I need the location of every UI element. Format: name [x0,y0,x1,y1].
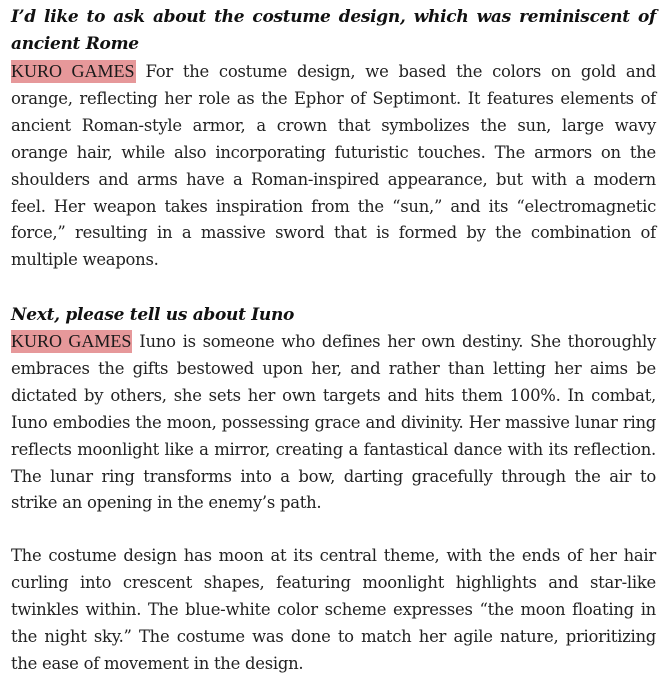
answer-paragraph [11,328,656,517]
question-heading: I’d like to ask about the costume design, which was reminiscent of ancient Rome [11,7,656,54]
answer-paragraph [11,58,656,274]
answer-text: For the costume design, we based the colors on gold and orange, reflecting her role as the Ephor of Septimont. It features elements of ancient Roman-style armor, a crown that symbolizes the sun, large wavy orange hair, while also incorporating futuristic touches. The armors on the shoulders and arms have a Roman-inspired appearance, but with a modern feel. Her weapon takes inspiration from the “sun,” and its “electromagnetic force,” resulting in a massive sword that is formed by the combination of multiple weapons. [11,62,656,270]
answer-text: Iuno is someone who defines her own destiny. She thoroughly embraces the gifts bestowed upon her, and rather than letting her aims be dictated by others, she sets her own targets and hits them 100%. In combat, Iuno embodies the moon, possessing grace and divinity. Her massive lunar ring reflects moonlight like a mirror, creating a fantastical dance with its reflection. The lunar ring transforms into a bow, darting gracefully through the air to strike an opening in the enemy’s path. [11,332,656,513]
speaker-label: KURO GAMES [11,331,132,351]
answer-continuation-paragraph: The costume design has moon at its central theme, with the ends of her hair curling into crescent shapes, featuring moonlight highlights and star-like twinkles within. The blue-white color scheme expresses “the moon floating in the night sky.” The costume was done to match her agile nature, prioritizing the ease of movement in the design. [11,546,656,673]
question-heading: Next, please tell us about Iuno [11,305,295,325]
speaker-label: KURO GAMES [11,61,135,81]
